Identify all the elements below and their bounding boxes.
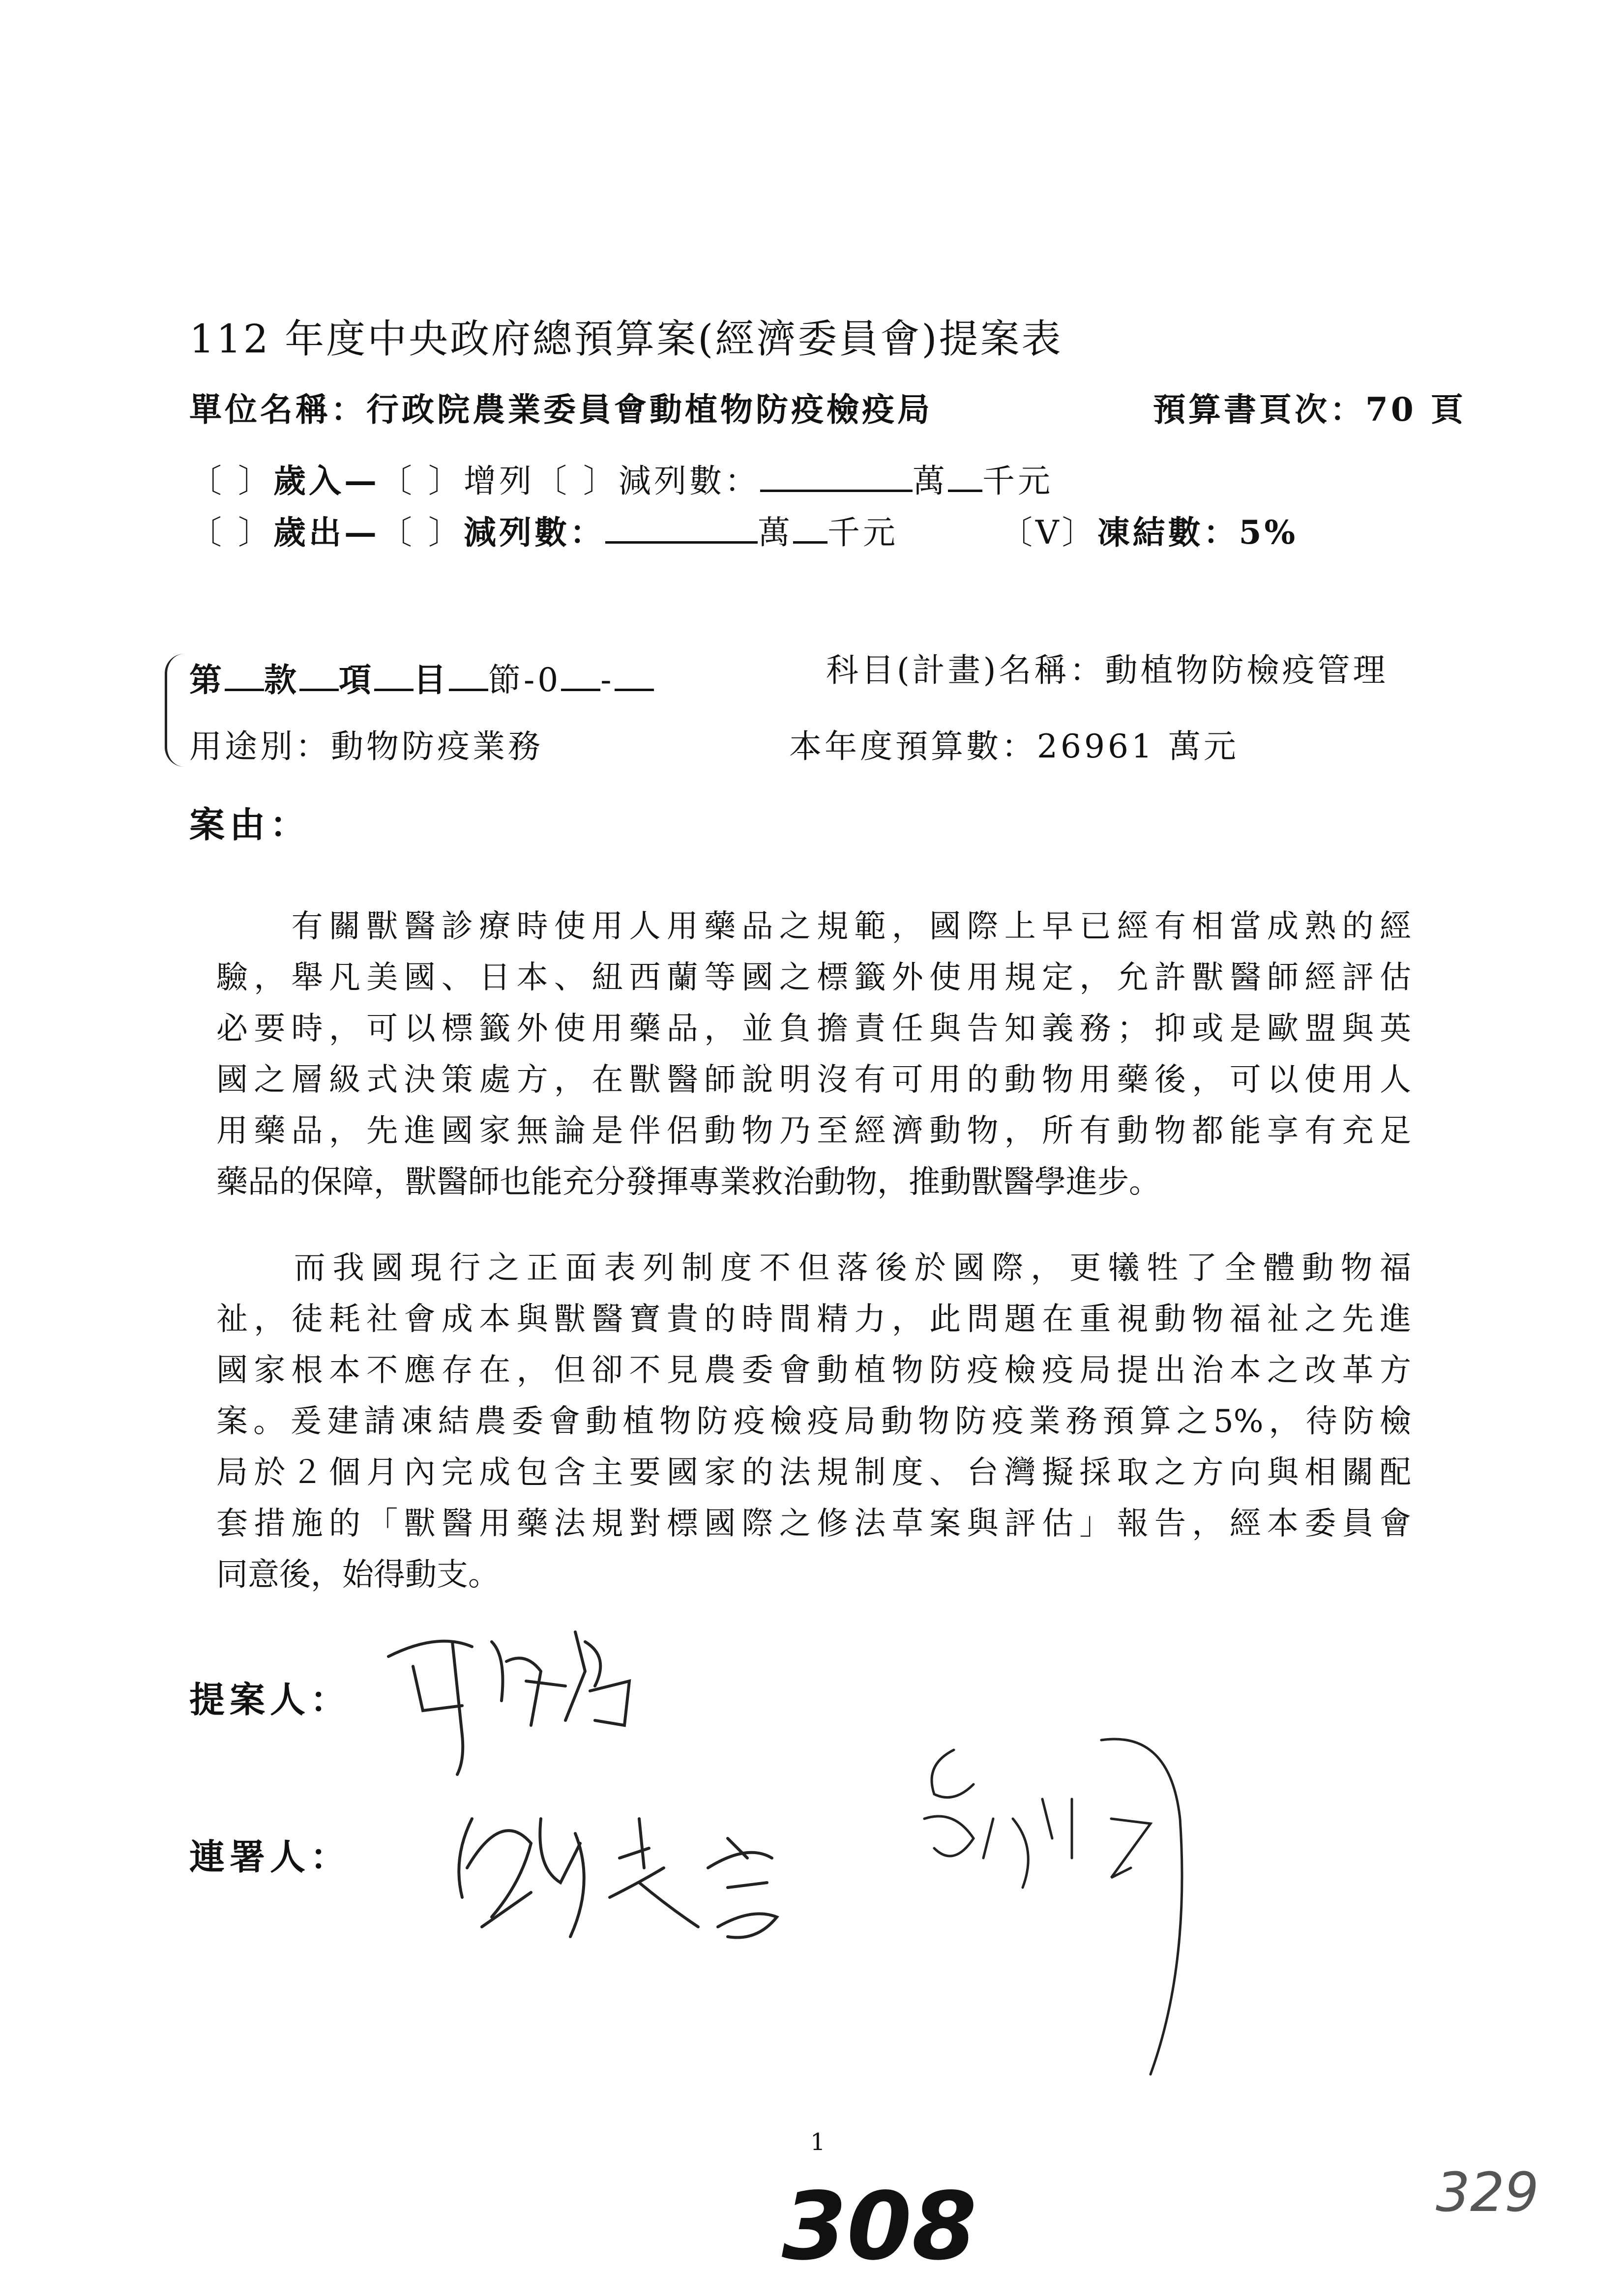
document-title: 112 年度中央政府總預算案(經濟委員會)提案表: [189, 316, 1063, 362]
paragraph-line: 藥品的保障，獸醫師也能充分發揮專業救治動物，推動獸醫學進步。: [216, 1164, 1160, 1200]
paragraph-line: 有關獸醫診療時使用人用藥品之規範，國際上早已經有相當成熟的經: [216, 908, 1411, 945]
di-label: 第: [189, 661, 225, 699]
annual-budget: 本年度預算數：26961 萬元: [789, 727, 1239, 765]
cosigner-label: 連署人：: [189, 1836, 351, 1878]
wan-label: 萬: [912, 462, 948, 500]
handwritten-page-number: 308: [782, 2172, 977, 2281]
paragraph-line: 用藥品，先進國家無論是伴侶動物乃至經濟動物，所有動物都能享有充足: [216, 1113, 1411, 1149]
qian-label: 千元: [827, 514, 898, 552]
revenue-checkbox: 〔 〕: [189, 462, 273, 500]
xiang-label: 項: [339, 661, 374, 699]
dash: -: [600, 661, 615, 699]
paragraph-line: 同意後，始得動支。: [216, 1557, 500, 1593]
decrease-label: 減列數：: [618, 462, 760, 500]
freeze-checkbox: 〔V〕: [1000, 514, 1097, 552]
wan-blank: [605, 512, 758, 544]
freeze-amount: 凍結數：5%: [1097, 513, 1299, 552]
unit-name: 單位名稱：行政院農業委員會動植物防疫檢疫局: [189, 390, 933, 429]
expense-row: [189, 506, 1298, 553]
paragraph-line: 套措施的「獸醫用藥法規對標國際之修法草案與評估」報告，經本委員會: [216, 1506, 1411, 1542]
paragraph-line: 而我國現行之正面表列制度不但落後於國際，更犧牲了全體動物福: [216, 1250, 1411, 1286]
item-code: [189, 654, 654, 700]
paragraph-line: 局於２個月內完成包含主要國家的法規制度、台灣擬採取之方向與相關配: [216, 1454, 1411, 1491]
revenue-row: [189, 455, 1053, 501]
item-bracket: [165, 654, 187, 767]
budget-page-ref: 預算書頁次：70 頁: [1153, 390, 1466, 429]
paragraph-line: 國家根本不應存在，但卻不見農委會動植物防疫檢疫局提出治本之改革方: [216, 1352, 1411, 1389]
page-number: 1: [810, 2128, 826, 2156]
kuan-label: 款: [264, 661, 299, 699]
increase-label: 增列: [463, 462, 534, 500]
expense-checkbox: 〔 〕: [189, 514, 273, 552]
paragraph-line: 案。爰建請凍結農委會動植物防疫檢疫局動物防疫業務預算之5%，待防檢: [216, 1403, 1411, 1440]
subject-name: [826, 644, 1388, 691]
wan-label: 萬: [757, 514, 793, 552]
wan-blank: [760, 460, 913, 492]
proposer-label: 提案人：: [189, 1679, 351, 1720]
decrease-checkbox: 〔 〕: [534, 462, 619, 500]
handwritten-corner-number: 329: [1436, 2161, 1539, 2224]
qian-blank: [793, 512, 827, 544]
jie-label: 節-0: [488, 661, 561, 699]
subject-text: 科目(計畫)名稱：動植物防檢疫管理: [826, 651, 1388, 689]
qian-blank: [948, 460, 982, 492]
cosigner-signatures: [433, 1720, 1318, 2094]
revenue-label: 歲入—: [273, 462, 380, 500]
paragraph-line: 祉，徒耗社會成本與獸醫寶貴的時間精力，此問題在重視動物福祉之先進: [216, 1301, 1411, 1337]
qian-label: 千元: [982, 462, 1053, 500]
reason-heading: 案由：: [189, 804, 311, 845]
paragraph-line: 必要時，可以標籤外使用藥品，並負擔責任與告知義務；抑或是歐盟與英: [216, 1011, 1411, 1047]
paragraph-line: 國之層級式決策處方，在獸醫師說明沒有可用的動物用藥後，可以使用人: [216, 1062, 1411, 1098]
expense-decrease-label: 減列數：: [463, 513, 605, 552]
paragraph-line: 驗，舉凡美國、日本、紐西蘭等國之標籤外使用規定，允許獸醫師經評估: [216, 959, 1411, 996]
increase-checkbox: 〔 〕: [379, 462, 464, 500]
expense-label: 歲出—: [273, 513, 380, 552]
usage: 用途別：動物防疫業務: [189, 727, 543, 765]
mu-label: 目: [413, 661, 449, 699]
expense-decrease-checkbox: 〔 〕: [379, 514, 464, 552]
